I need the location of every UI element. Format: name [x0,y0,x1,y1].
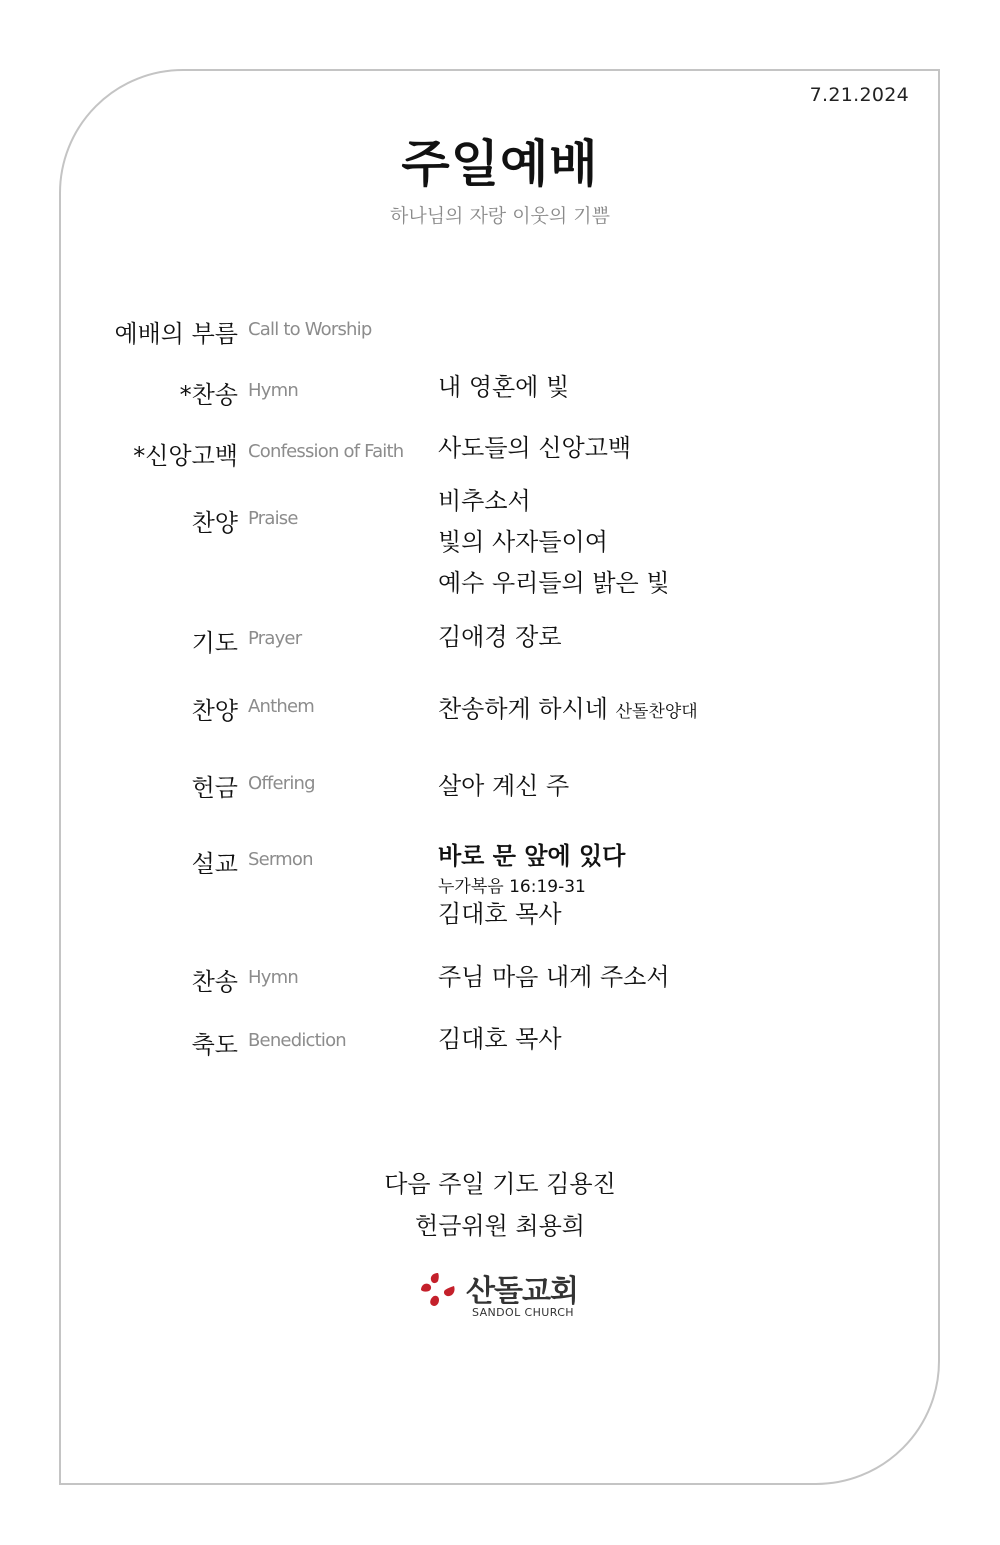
order-value [438,428,631,469]
order-label: 기도 [191,629,238,657]
order-value [438,617,562,658]
sermon-preacher: 김대호 목사 [438,900,562,928]
order-value [438,957,670,998]
order-value-line: 김대호 목사 [438,1025,562,1053]
service-date: 7.21.2024 [809,84,909,106]
order-label: 설교 [191,850,238,878]
sermon-title: 바로 문 앞에 있다 [438,842,626,870]
order-english: Call to Worship [248,319,372,340]
church-logo [418,1266,588,1326]
order-label: 헌금 [191,774,238,802]
order-label: 축도 [191,1031,238,1059]
order-label: *찬송 [179,381,238,409]
page-title: 주일예배 [401,135,599,193]
order-value [438,766,569,807]
offering-committee: 헌금위원 최용희 [415,1212,585,1240]
order-value [438,837,625,929]
church-logo-name: 산돌교회 [466,1274,578,1309]
choir-name: 산돌찬양대 [615,702,698,722]
order-value-line: 주님 마음 내게 주소서 [438,963,670,991]
order-english: Prayer [248,628,302,649]
order-label: *신앙고백 [133,442,238,470]
page-subtitle: 하나님의 자랑 이웃의 기쁨 [389,205,610,227]
order-english: Sermon [248,849,313,870]
order-value [438,1019,562,1060]
church-logo-icon [418,1270,458,1310]
order-english: Hymn [248,967,298,988]
order-english: Benediction [248,1030,346,1051]
sermon-scripture: 누가복음 16:19-31 [438,877,586,897]
order-value-line: 사도들의 신앙고백 [438,434,632,462]
order-value [438,367,569,408]
order-value-line: 빛의 사자들이여 [438,528,608,556]
order-value [438,481,670,604]
order-value-line: 내 영혼에 빛 [438,373,570,401]
order-english: Confession of Faith [248,441,404,462]
order-english: Hymn [248,380,298,401]
order-label: 찬양 [191,697,238,725]
order-english: Anthem [248,696,314,717]
order-value-line: 살아 계신 주 [438,772,570,800]
order-english: Offering [248,773,315,794]
order-label: 예배의 부름 [114,320,238,348]
order-value [438,689,698,733]
next-week-prayer: 다음 주일 기도 김용진 [384,1170,616,1198]
order-value-line: 김애경 장로 [438,623,562,651]
order-label: 찬양 [191,509,238,537]
order-value-line: 찬송하게 하시네 [438,695,608,723]
order-english: Praise [248,508,298,529]
order-label: 찬송 [191,968,238,996]
order-value-line: 비추소서 [438,487,531,515]
order-value-line: 예수 우리들의 밝은 빛 [438,569,670,597]
church-logo-subtitle: SANDOL CHURCH [472,1306,574,1319]
